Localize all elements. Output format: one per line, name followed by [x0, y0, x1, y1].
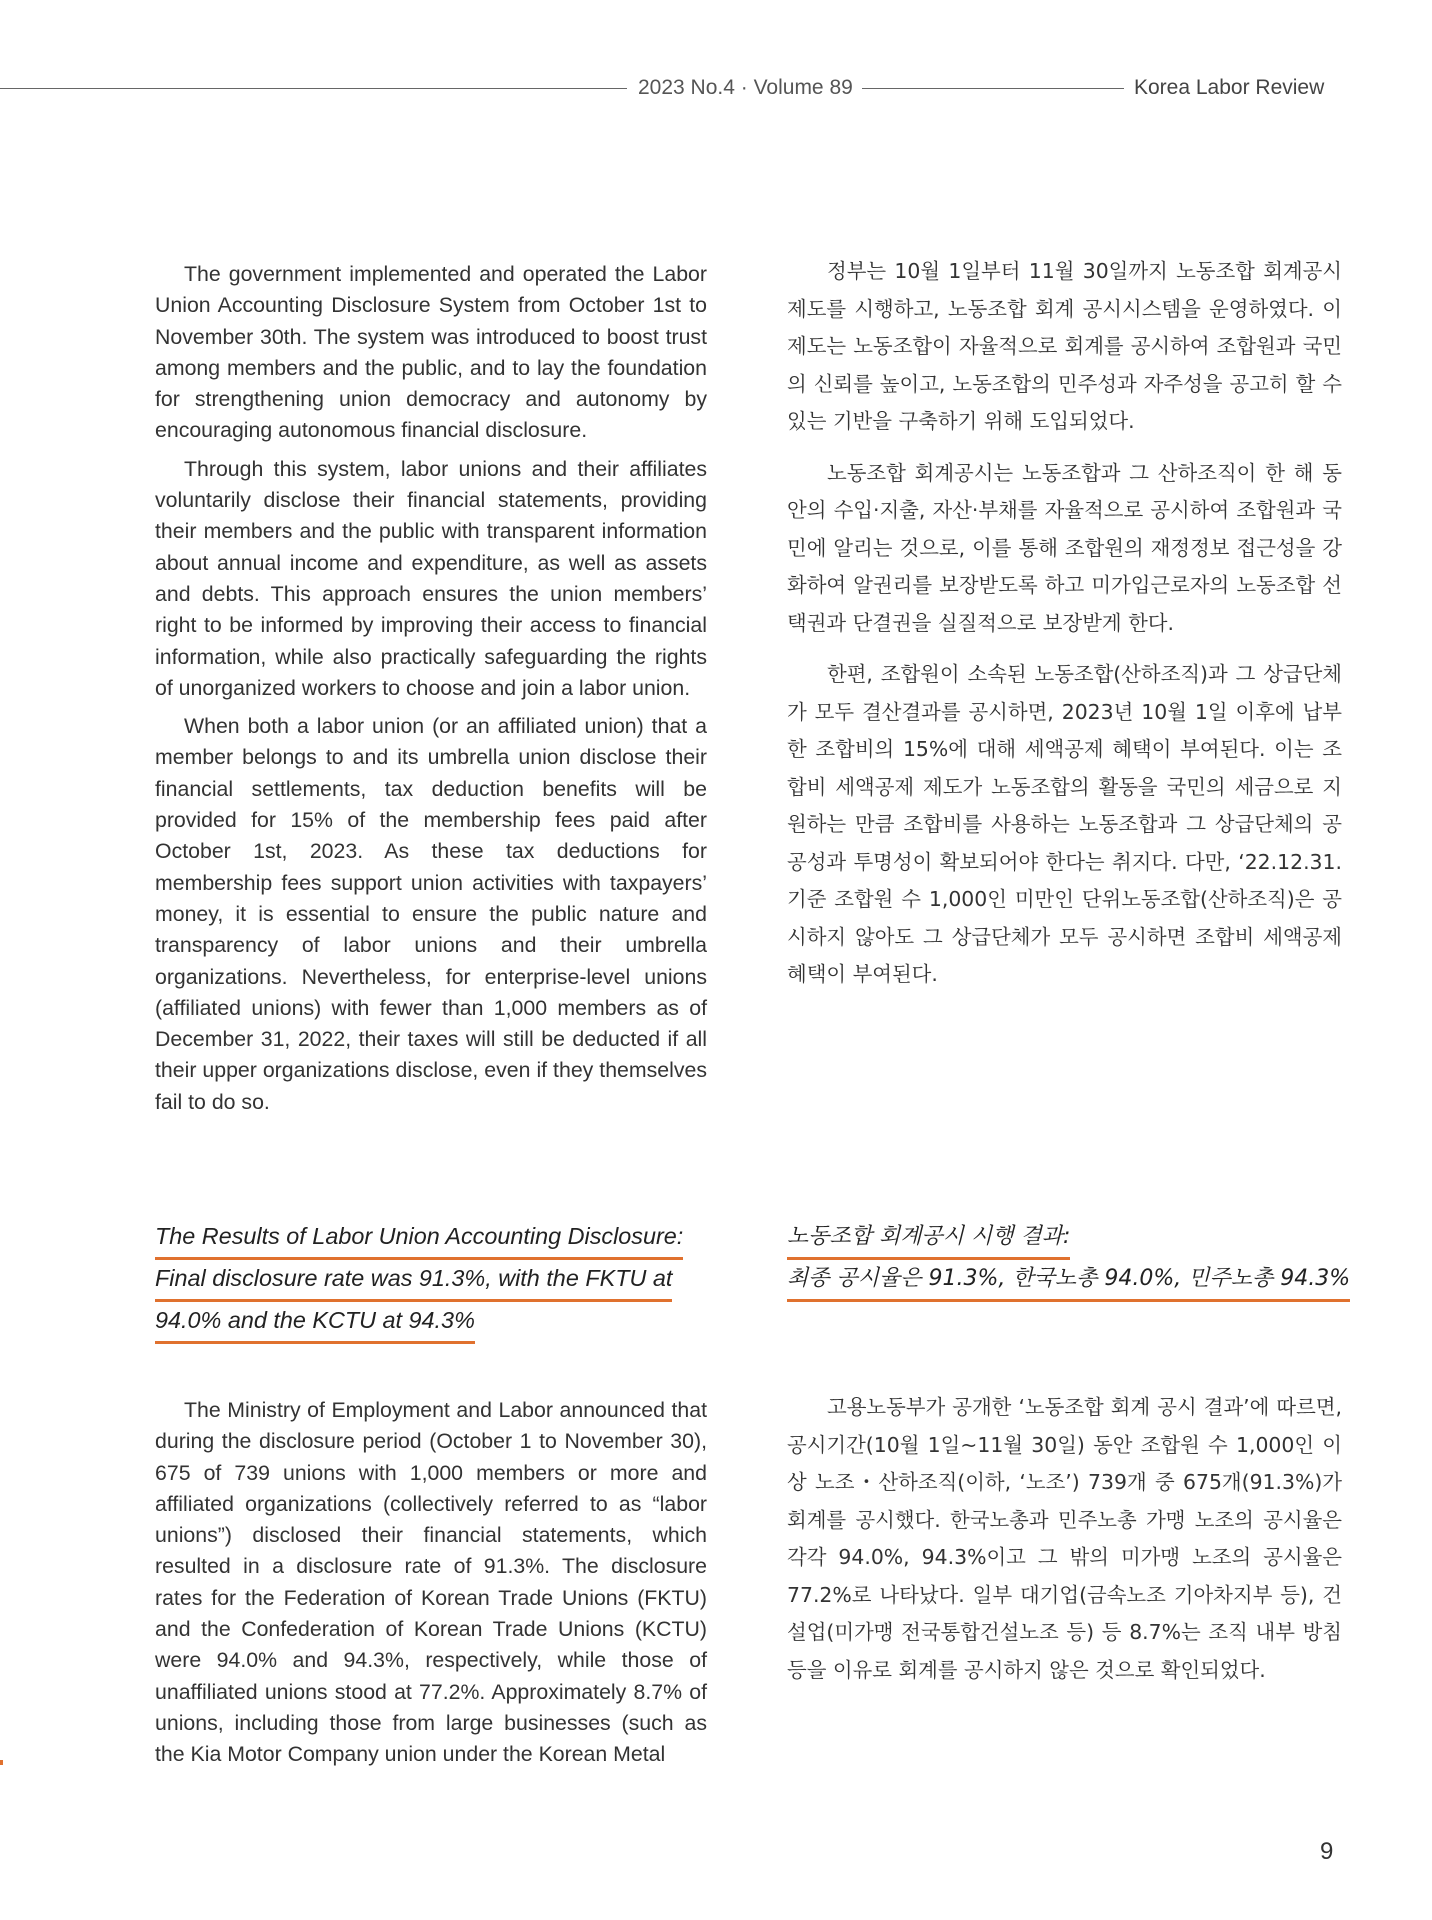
- english-section-heading: [155, 1218, 715, 1344]
- paragraph: When both a labor union (or an affiliated union) that a member belongs to and its umbrella union disclose their financial settlements, tax deduction benefits will be provided for 15% of the membership fees paid after October 1st, 2023. As these tax deductions for membership fees support union activities with taxpayers’ money, it is essential to ensure the public nature and transparency of labor unions and their umbrella organizations. Nevertheless, for enterprise-level unions (affiliated unions) with fewer than 1,000 members as of December 31, 2022, their taxes will still be deducted if all their upper organizations disclose, even if they themselves fail to do so.: [155, 714, 707, 1114]
- paragraph: Through this system, labor unions and their affiliates voluntarily disclose their financial statements, providing their members and the public with transparent information about annual income and expenditure, as well as assets and debts. This approach ensures the union members’ right to be informed by improving their access to financial information, while also practically safeguarding the rights of unorganized workers to choose and join a labor union.: [155, 456, 707, 700]
- korean-section-heading: [787, 1218, 1351, 1302]
- paragraph: 고용노동부가 공개한 ‘노동조합 회계 공시 결과’에 따르면, 공시기간(10월 1일~11월 30일) 동안 조합원 수 1,000인 이상 노조・산하조직(이하, ‘노조’) 739개 중 675개(91.3%)가 회계를 공시했다. 한국노총과 민주노총 가맹 노조의 공시율은 각각 94.0%, 94.3%이고 그 밖의 미가맹 노조의 공시율은 77.2%로 나타났다. 일부 대기업(금속노조 기아차지부 등), 건설업(미가맹 전국통합건설노조 등) 등 8.7%는 조직 내부 방침 등을 이유로 회계를 공시하지 않은 것으로 확인되었다.: [787, 1395, 1342, 1682]
- running-header: [0, 68, 1432, 108]
- header-rule-left: [0, 88, 627, 89]
- page-number: 9: [1320, 1838, 1334, 1865]
- korean-intro-column: [787, 253, 1342, 1008]
- edge-mark: [0, 1760, 3, 1765]
- heading-line: 94.0% and the KCTU at 94.3%: [155, 1302, 475, 1344]
- english-intro-column: [155, 259, 707, 1125]
- heading-line: 노동조합 회계공시 시행 결과:: [787, 1218, 1070, 1260]
- header-rule-right: [862, 88, 1124, 89]
- heading-line: Final disclosure rate was 91.3%, with the FKTU at: [155, 1260, 672, 1302]
- paragraph: The Ministry of Employment and Labor announced that during the disclosure period (October 1 to November 30), 675 of 739 unions with 1,000 members or more and affiliated organizations (collectively referred to as “labor unions”) disclosed their financial statements, which resulted in a disclosure rate of 91.3%. The disclosure rates for the Federation of Korean Trade Unions (FKTU) and the Confederation of Korean Trade Unions (KCTU) were 94.0% and 94.3%, respectively, while those of unaffiliated unions stood at 77.2%. Approximately 8.7% of unions, including those from large businesses (such as the Kia Motor Company union under the Korean Metal: [155, 1398, 707, 1767]
- issue-label: 2023 No.4 · Volume 89: [638, 76, 853, 99]
- paragraph: 노동조합 회계공시는 노동조합과 그 산하조직이 한 해 동안의 수입·지출, 자산·부채를 자율적으로 공시하여 조합원과 국민에 알리는 것으로, 이를 통해 조합원의 재정정보 접근성을 강화하여 알권리를 보장받도록 하고 미가입근로자의 노동조합 선택권과 단결권을 실질적으로 보장받게 한다.: [787, 460, 1342, 635]
- korean-results-column: [787, 1389, 1342, 1703]
- heading-line: The Results of Labor Union Accounting Disclosure:: [155, 1218, 683, 1260]
- paragraph: 정부는 10월 1일부터 11월 30일까지 노동조합 회계공시 제도를 시행하고, 노동조합 회계 공시시스템을 운영하였다. 이 제도는 노동조합이 자율적으로 회계를 공시하여 조합원과 국민의 신뢰를 높이고, 노동조합의 민주성과 자주성을 공고히 할 수 있는 기반을 구축하기 위해 도입되었다.: [787, 259, 1342, 433]
- english-results-column: [155, 1395, 707, 1778]
- journal-title: Korea Labor Review: [1134, 76, 1325, 99]
- heading-line: 최종 공시율은 91.3%, 한국노총 94.0%, 민주노총 94.3%: [787, 1260, 1350, 1302]
- paragraph: The government implemented and operated the Labor Union Accounting Disclosure System from October 1st to November 30th. The system was introduced to boost trust among members and the public, and to lay the foundation for strengthening union democracy and autonomy by encouraging autonomous financial disclosure.: [155, 262, 707, 443]
- paragraph: 한편, 조합원이 소속된 노동조합(산하조직)과 그 상급단체가 모두 결산결과를 공시하면, 2023년 10월 1일 이후에 납부한 조합비의 15%에 대해 세액공제 혜택이 부여된다. 이는 조합비 세액공제 제도가 노동조합의 활동을 국민의 세금으로 지원하는 만큼 조합비를 사용하는 노동조합과 그 상급단체의 공공성과 투명성이 확보되어야 한다는 취지다. 다만, ‘22.12.31. 기준 조합원 수 1,000인 미만인 단위노동조합(산하조직)은 공시하지 않아도 그 상급단체가 모두 공시하면 조합비 세액공제 혜택이 부여된다.: [787, 662, 1342, 986]
